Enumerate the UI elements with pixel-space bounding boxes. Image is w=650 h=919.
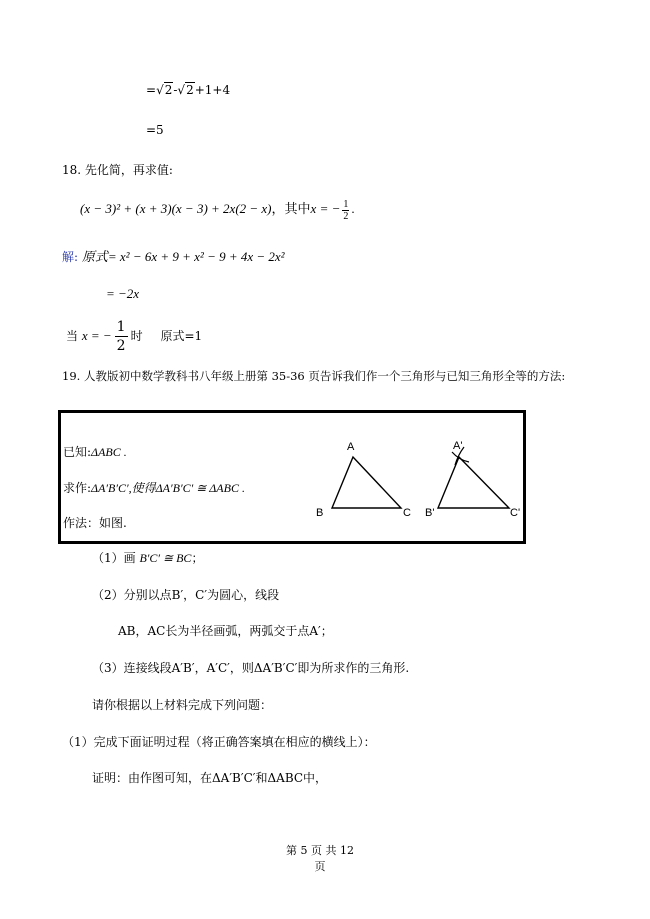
q18-result: 原式=1 xyxy=(160,329,203,343)
label-c: C xyxy=(403,507,411,519)
q18-expression: (x − 3)² + (x + 3)(x − 3) + 2x(2 − x) xyxy=(80,201,272,216)
label-a-prime: A' xyxy=(453,440,463,452)
construct-label: 求作: xyxy=(63,481,92,495)
construction-box xyxy=(58,410,526,544)
known-label: 已知: xyxy=(63,445,92,459)
equation-line-2: =5 xyxy=(146,123,164,137)
q18-solution-line-2: = −2x xyxy=(106,286,140,301)
step1-math: B′C′ ≅ BC xyxy=(139,551,192,565)
label-a: A xyxy=(347,441,355,453)
sqrt-symbol: √2 xyxy=(156,83,173,97)
minus-sign: - xyxy=(173,83,178,97)
when-frac-den: 2 xyxy=(116,338,126,354)
step-2-continued: AB，AC长为半径画弧，两弧交于点A′； xyxy=(118,624,333,638)
known-value: ΔABC . xyxy=(91,445,127,459)
q18-expression-line xyxy=(80,198,355,222)
q18-fraction xyxy=(342,199,349,222)
label-c-prime: C' xyxy=(510,507,521,519)
radicand-2: 2 xyxy=(186,83,194,97)
q18-when-line xyxy=(66,318,202,355)
triangle-abc xyxy=(332,457,401,508)
q18-x-var: x xyxy=(310,201,317,216)
q18-frac-num: 1 xyxy=(343,198,349,210)
triangle-figure xyxy=(61,413,523,541)
sqrt-symbol-2: √2 xyxy=(177,83,194,97)
step-3: （3）连接线段A′B′，A′C′，则ΔA′B′C′即为所求作的三角形. xyxy=(92,661,410,675)
triangle-a-prime xyxy=(438,457,509,508)
eq-suffix: +1+4 xyxy=(194,83,231,97)
solution-expression-1: 原式= x² − 6x + 9 + x² − 9 + 4x − 2x² xyxy=(81,249,285,264)
construct-value: ΔA′B′C′,使得ΔA′B′C′ ≅ ΔABC . xyxy=(91,481,245,495)
label-b-prime: B' xyxy=(425,507,435,519)
equation-line-1 xyxy=(146,83,230,97)
eq-prefix: = xyxy=(146,83,157,97)
when-fraction xyxy=(115,318,128,355)
page-footer-line-1: 第 5 页 共 12 xyxy=(286,844,354,857)
q18-frac-den: 2 xyxy=(343,210,349,222)
prompt-line: 请你根据以上材料完成下列问题： xyxy=(92,698,273,712)
method-line: 作法：如图. xyxy=(63,516,127,530)
q19-label: 19. 人教版初中数学教科书八年级上册第 35-36 页告诉我们作一个三角形与已知三角形全等的方法: xyxy=(62,369,566,383)
q18-period: . xyxy=(351,201,355,216)
when-suffix: 时 xyxy=(130,329,143,343)
solution-label: 解: xyxy=(62,250,79,264)
when-prefix: 当 xyxy=(66,329,79,343)
q18-eq-minus: = − xyxy=(316,201,341,216)
step-1 xyxy=(92,549,203,566)
when-x: x = − xyxy=(81,328,112,343)
step1-label: （1）画 xyxy=(92,551,140,565)
q18-solution-line-1 xyxy=(62,246,285,265)
radicand-1: 2 xyxy=(164,83,173,97)
step1-end: ； xyxy=(191,551,204,565)
step-2: （2）分别以点B′，C′为圆心，线段 xyxy=(92,588,280,602)
part-1-line: （1）完成下面证明过程（将正确答案填在相应的横线上）： xyxy=(62,735,376,749)
arc-mark-1 xyxy=(452,452,469,462)
proof-line: 证明：由作图可知，在ΔA′B′C′和ΔABC中， xyxy=(92,771,328,785)
q18-label: 18. 先化简，再求值: xyxy=(62,163,173,177)
when-frac-num: 1 xyxy=(116,319,126,335)
page-footer-line-2: 页 xyxy=(314,860,326,873)
q18-where-text: ，其中 xyxy=(271,201,311,216)
label-b: B xyxy=(316,507,324,519)
